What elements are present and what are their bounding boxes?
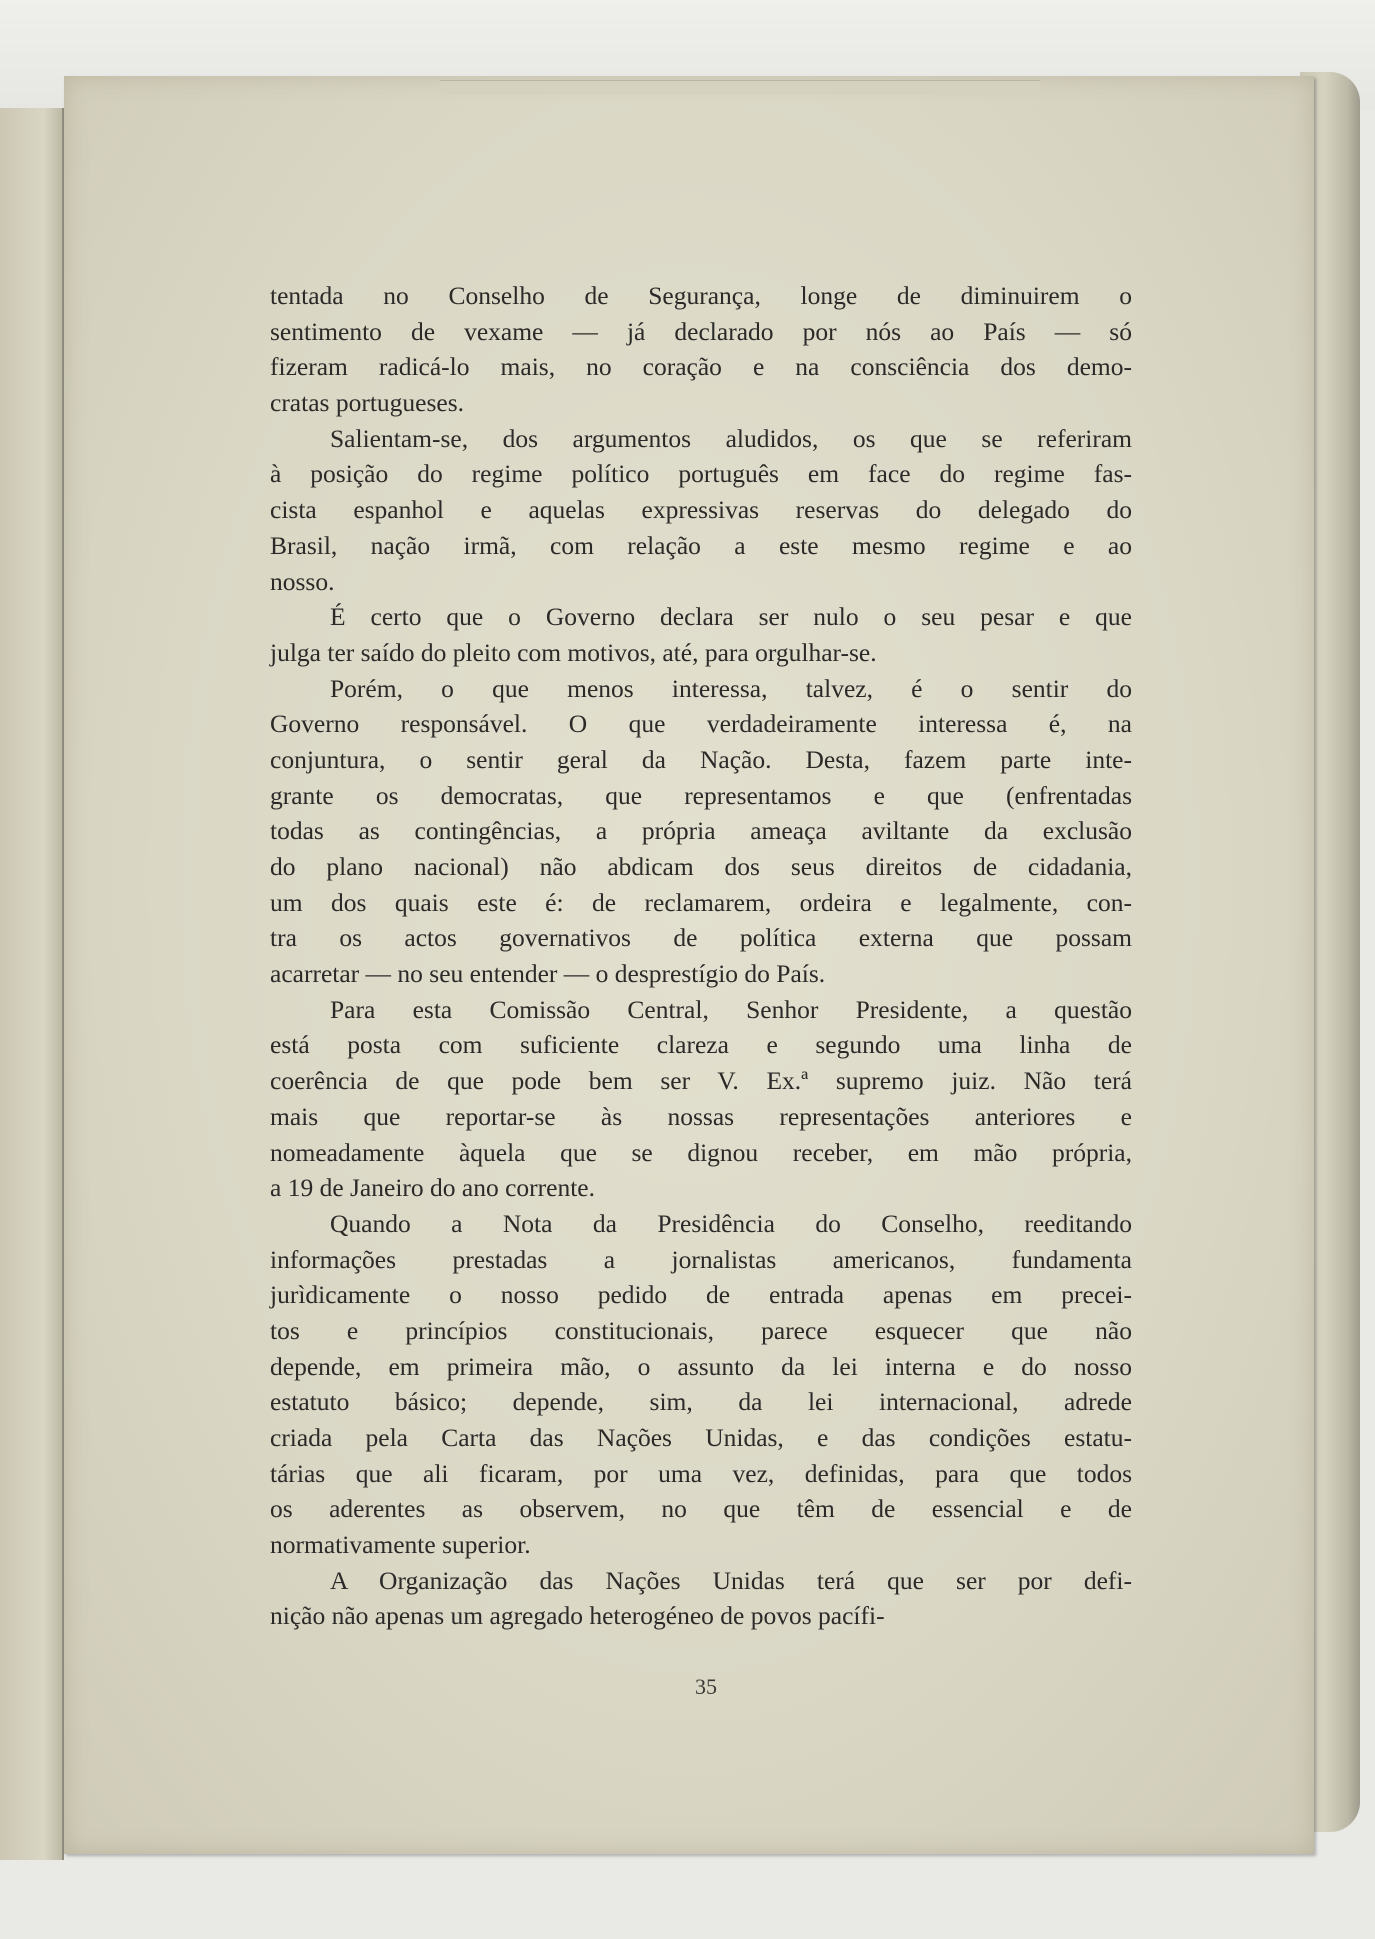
text-line: a 19 de Janeiro do ano corrente. bbox=[270, 1173, 595, 1203]
paragraph bbox=[270, 278, 1132, 421]
text-line: depende, em primeira mão, o assunto da lei interna e do nosso bbox=[270, 1351, 1132, 1381]
text-line: tra os actos governativos de política externa que possam bbox=[270, 923, 1132, 953]
text-line: tárias que ali ficaram, por uma vez, definidas, para que todos bbox=[270, 1458, 1132, 1488]
text-line: tos e princípios constitucionais, parece esquecer que não bbox=[270, 1315, 1132, 1345]
text-line: cratas portugueses. bbox=[270, 388, 465, 418]
text-line: estatuto básico; depende, sim, da lei internacional, adrede bbox=[270, 1387, 1132, 1417]
text-line: normativamente superior. bbox=[270, 1530, 531, 1560]
text-line: à posição do regime político português em face do regime fas- bbox=[270, 459, 1132, 489]
body-text bbox=[270, 278, 1132, 1634]
text-line: mais que reportar-se às nossas representações anteriores e bbox=[270, 1101, 1132, 1131]
text-line: sentimento de vexame — já declarado por nós ao País — só bbox=[270, 316, 1132, 346]
text-line: conjuntura, o sentir geral da Nação. Desta, fazem parte inte- bbox=[270, 744, 1132, 774]
text-line: Para esta Comissão Central, Senhor Presidente, a questão bbox=[330, 994, 1132, 1024]
text-line: tentada no Conselho de Segurança, longe de diminuirem o bbox=[270, 281, 1132, 310]
text-line: Quando a Nota da Presidência do Conselho, reeditando bbox=[330, 1208, 1132, 1238]
paragraph bbox=[270, 599, 1132, 670]
text-line: É certo que o Governo declara ser nulo o seu pesar e que bbox=[330, 602, 1132, 632]
text-line: julga ter saído do pleito com motivos, até, para orgulhar-se. bbox=[270, 637, 877, 667]
text-line: cista espanhol e aquelas expressivas reservas do delegado do bbox=[270, 495, 1132, 525]
text-line: grante os democratas, que representamos e que (enfrentadas bbox=[270, 780, 1132, 810]
text-line: um dos quais este é: de reclamarem, ordeira e legalmente, con- bbox=[270, 887, 1132, 917]
text-line: Salientam-se, dos argumentos aludidos, os que se referiram bbox=[330, 423, 1132, 453]
text-line: jurìdicamente o nosso pedido de entrada apenas em precei- bbox=[270, 1280, 1132, 1310]
previous-page-edge bbox=[0, 108, 64, 1860]
text-line: do plano nacional) não abdicam dos seus direitos de cidadania, bbox=[270, 852, 1132, 881]
text-line: informações prestadas a jornalistas americanos, fundamenta bbox=[270, 1244, 1132, 1274]
page-top-edge bbox=[440, 80, 1040, 95]
text-line: A Organização das Nações Unidas terá que ser por defi- bbox=[330, 1565, 1132, 1595]
paragraph bbox=[270, 421, 1132, 599]
paragraph bbox=[270, 671, 1132, 992]
text-line: nosso. bbox=[270, 566, 335, 596]
text-line: coerência de que pode bem ser V. Ex.ª supremo juiz. Não terá bbox=[270, 1066, 1132, 1096]
page-number: 35 bbox=[695, 1674, 717, 1699]
text-line: Governo responsável. O que verdadeiramente interessa é, na bbox=[270, 709, 1132, 739]
text-line: nição não apenas um agregado heterogéneo de povos pacífi- bbox=[270, 1601, 885, 1631]
text-line: todas as contingências, a própria ameaça aviltante da exclusão bbox=[270, 816, 1132, 846]
text-line: os aderentes as observem, no que têm de essencial e de bbox=[270, 1494, 1132, 1524]
paragraph bbox=[270, 992, 1132, 1206]
text-line: Brasil, nação irmã, com relação a este mesmo regime e ao bbox=[270, 530, 1132, 560]
text-line: nomeadamente àquela que se dignou receber, em mão própria, bbox=[270, 1137, 1132, 1167]
paragraph bbox=[270, 1206, 1132, 1563]
text-line: criada pela Carta das Nações Unidas, e das condições estatu- bbox=[270, 1423, 1132, 1452]
text-line: acarretar — no seu entender — o desprestígio do País. bbox=[270, 959, 826, 989]
text-line: está posta com suficiente clareza e segundo uma linha de bbox=[270, 1030, 1132, 1060]
text-line: Porém, o que menos interessa, talvez, é o sentir do bbox=[330, 673, 1132, 703]
paragraph bbox=[270, 1563, 1132, 1634]
text-line: fizeram radicá-lo mais, no coração e na consciência dos demo- bbox=[270, 352, 1132, 382]
